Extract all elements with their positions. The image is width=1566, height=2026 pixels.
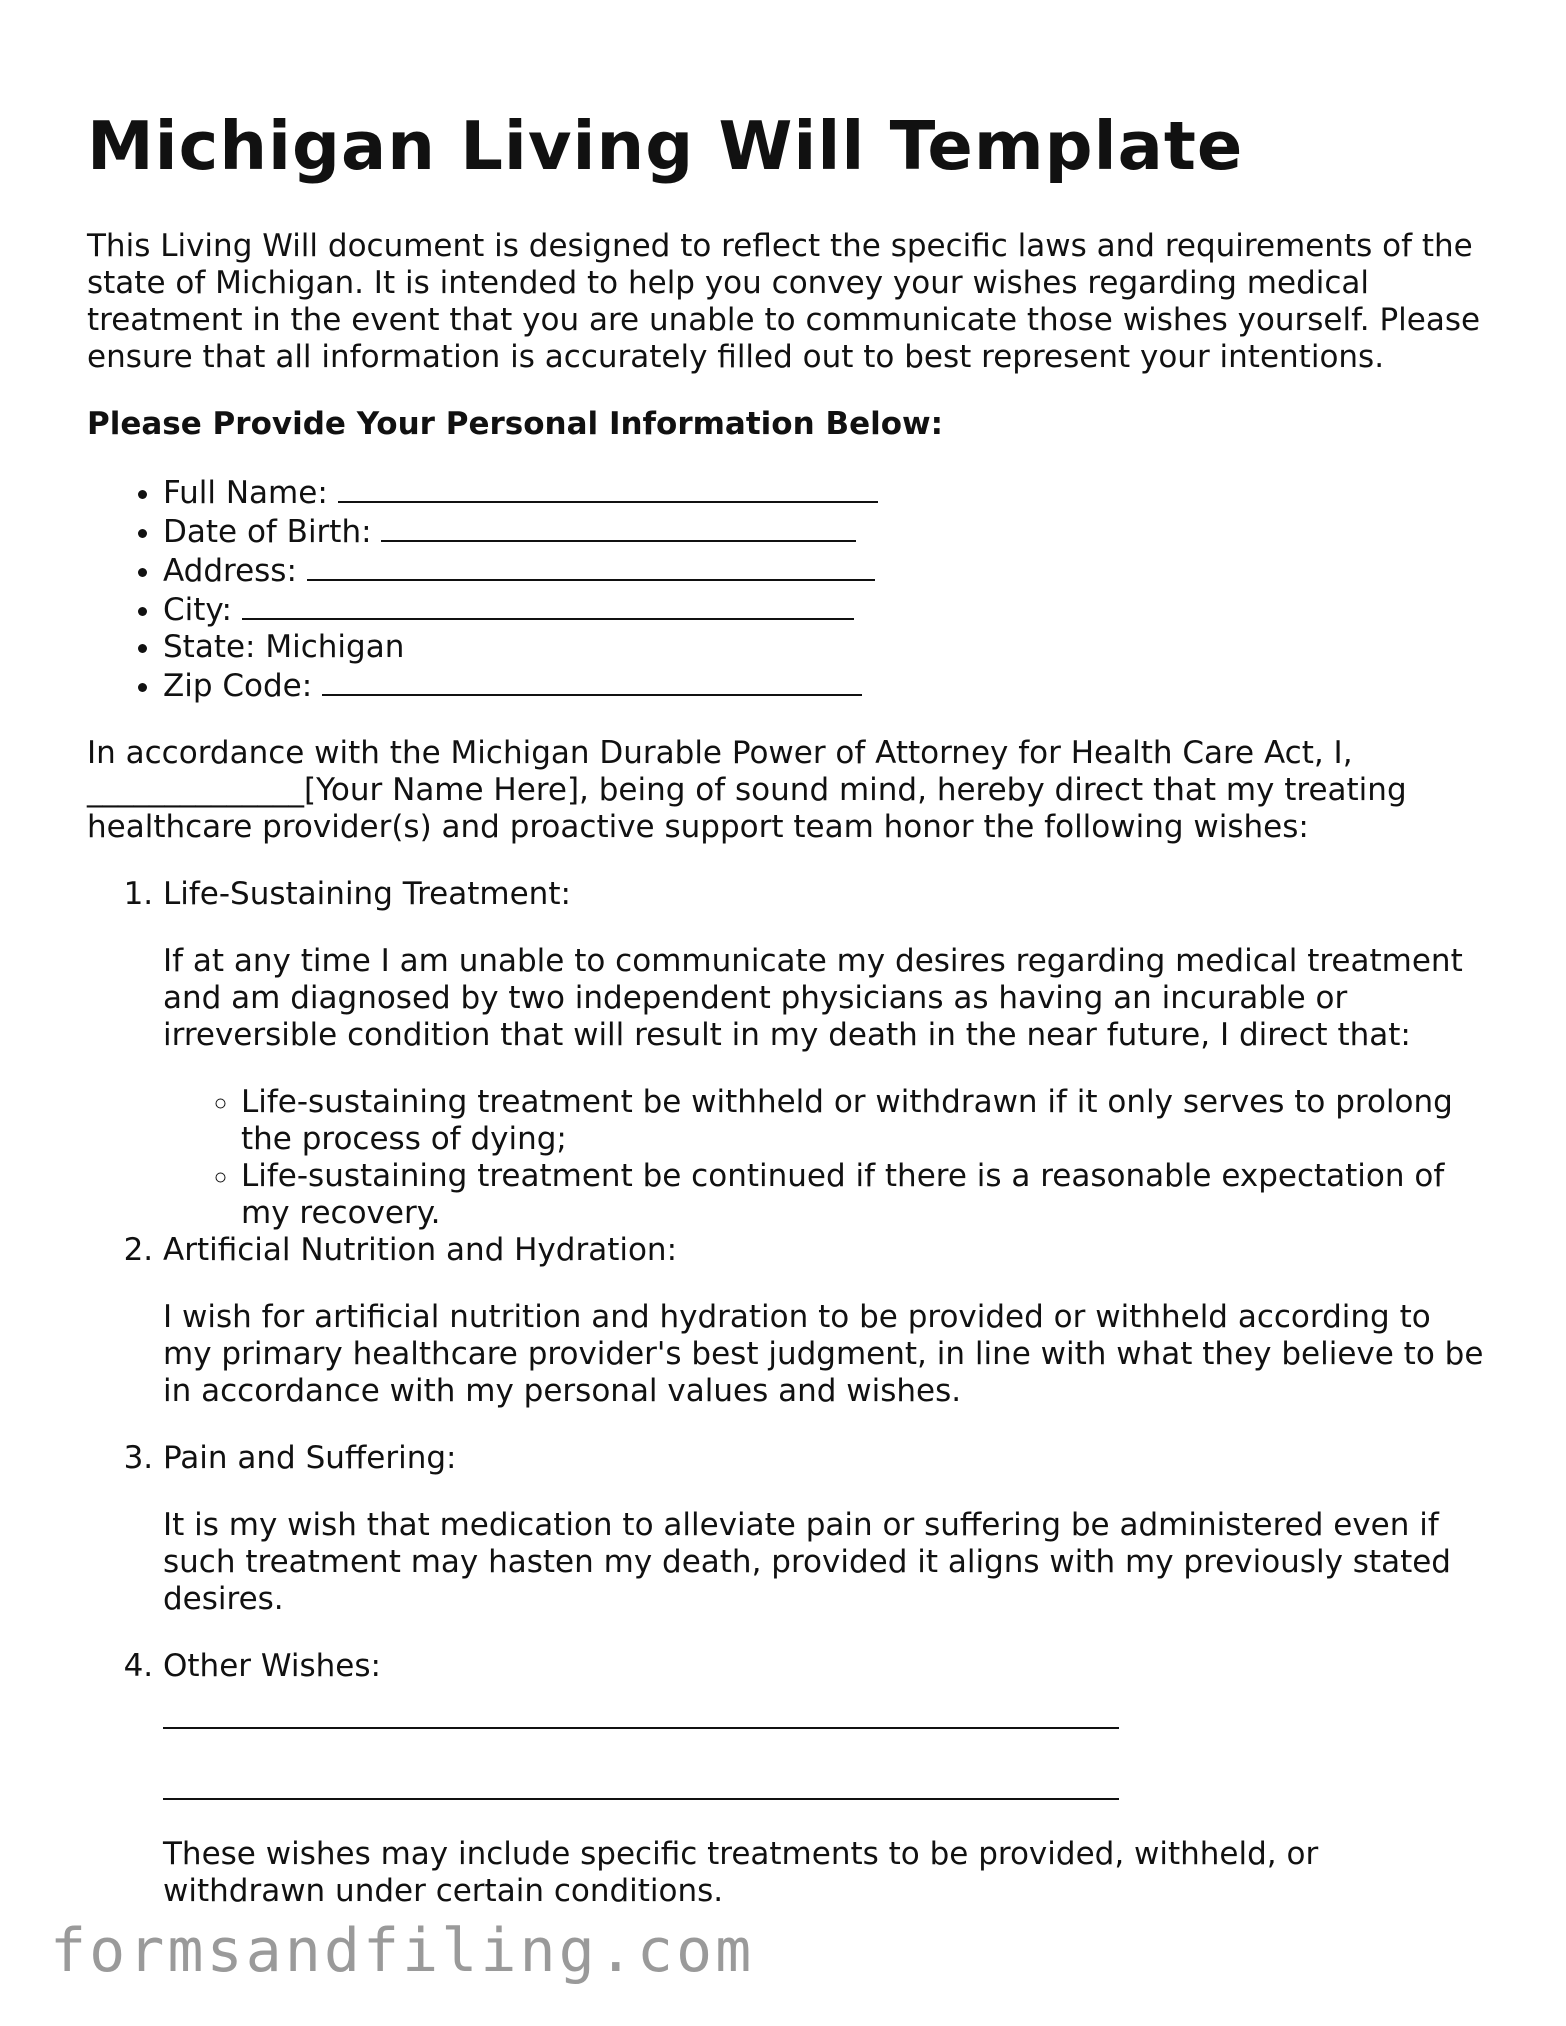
zip-item [163,666,1487,705]
other-wishes-line-1[interactable] [163,1691,1119,1729]
wish-title: Life-Sustaining Treatment: [163,876,571,912]
zip-field[interactable] [322,666,862,696]
state-item [163,629,1487,666]
document-page [87,104,1487,1910]
declaration-line2: [Your Name Here], being of sound mind, hereby direct that my treating healthcare provider(s) and proactive support team honor the following wishes: [87,772,1407,845]
life-sustaining-options [163,1084,1487,1232]
city-item [163,590,1487,629]
wish-body: If at any time I am unable to communicate my desires regarding medical treatment and am diagnosed by two independent physicians as having an incurable or irreversible condition that will result in my death in the near future, I direct that: [163,943,1463,1053]
intro-paragraph: This Living Will document is designed to reflect the specific laws and requirements of the state of Michigan. It is intended to help you convey your wishes regarding medical treatment in the event that you are unable to communicate those wishes yourself. Please ensure that all information is accurately filled out to best represent your intentions. [87,228,1481,375]
personal-info-list [87,473,1487,705]
wish-body: I wish for artificial nutrition and hydration to be provided or withheld according to my primary healthcare provider's best judgment, in line with what they believe to be in accordance with my personal values and wishes. [163,1299,1484,1409]
address-item [163,551,1487,590]
option-continue: ◦ Life-sustaining treatment be continued if there is a reasonable expectation of my recovery. [241,1158,1487,1232]
dob-field[interactable] [381,512,856,542]
dob-item [163,512,1487,551]
wish-item-pain [163,1440,1487,1618]
wish-item-life-sustaining [163,876,1487,1232]
your-name-blank[interactable]: ______________ [87,772,304,808]
zip-label: Zip Code: [163,668,323,704]
other-wishes-line-2[interactable] [163,1762,1119,1800]
wish-title: Artificial Nutrition and Hydration: [163,1232,678,1268]
watermark: formsandfiling.com [50,1916,755,1986]
wish-title: Pain and Suffering: [163,1440,457,1476]
full-name-item [163,473,1487,512]
page-title: Michigan Living Will Template [87,107,1244,185]
full-name-field[interactable] [338,473,878,503]
dob-label: Date of Birth: [163,514,382,550]
wish-item-nutrition [163,1232,1487,1410]
declaration-line1: In accordance with the Michigan Durable Power of Attorney for Health Care Act, I, [87,735,1353,771]
wish-body: It is my wish that medication to alleviate pain or suffering be administered even if such treatment may hasten my death, provided it aligns with my previously stated desires. [163,1507,1451,1617]
personal-info-heading: Please Provide Your Personal Information Below: [87,406,944,442]
full-name-label: Full Name: [163,475,338,511]
city-label: City: [163,592,242,628]
city-field[interactable] [242,590,854,620]
other-wishes-note: These wishes may include specific treatments to be provided, withheld, or withdrawn under certain conditions. [163,1836,1319,1909]
wish-item-other [163,1648,1487,1910]
wishes-list [87,876,1487,1910]
address-field[interactable] [307,551,875,581]
option-withhold: ◦ Life-sustaining treatment be withheld or withdrawn if it only serves to prolong the process of dying; [241,1084,1487,1158]
state-label: State: Michigan [163,629,405,665]
wish-title: Other Wishes: [163,1648,381,1684]
declaration-paragraph [87,735,1487,846]
address-label: Address: [163,553,307,589]
